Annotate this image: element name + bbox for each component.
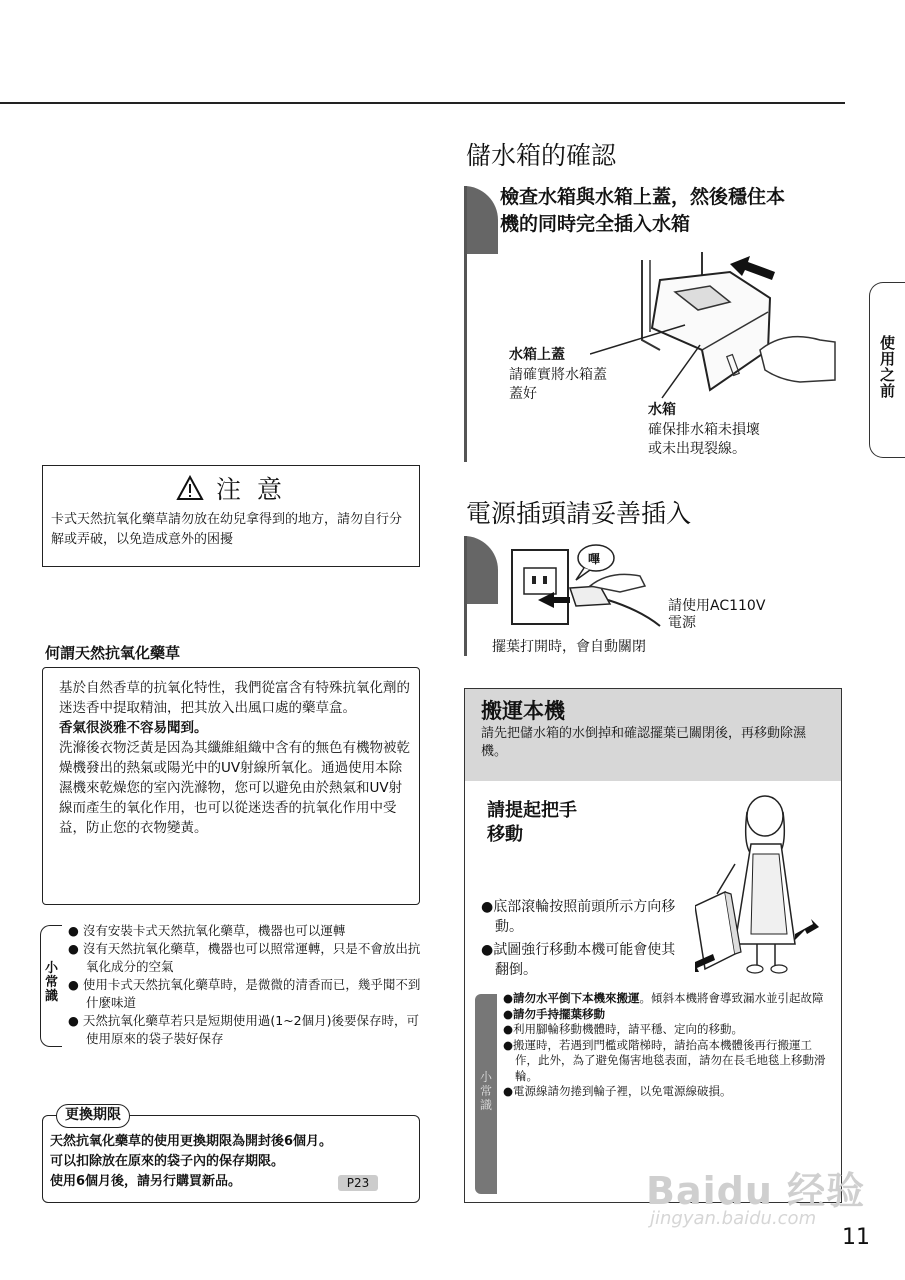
- caution-box: [42, 465, 420, 567]
- section-tab-label: 使用之前: [880, 334, 896, 400]
- list-item: ● 沒有天然抗氧化藥草，機器也可以照常運轉，只是不會放出抗氧化成分的空氣: [68, 941, 421, 974]
- lid-title: 水箱上蓋: [509, 347, 565, 363]
- list-item: ●底部滾輪按照前頭所示方向移動。: [481, 899, 676, 935]
- list-item: ● 使用卡式天然抗氧化藥草時，是微微的清香而已，幾乎聞不到什麼味道: [68, 977, 421, 1010]
- caution-title-text: 注 意: [216, 475, 286, 504]
- herb-p1: 基於自然香草的抗氧化特性，我們從富含有特殊抗氧化劑的迷迭香中提取精油，把其放入出風口處的藥草盒。: [59, 680, 410, 716]
- plug-note1: 請使用AC110V: [668, 598, 766, 614]
- herb-p3: 洗滌後衣物泛黃是因為其纖維組織中含有的無色有機物被乾燥機發出的熱氣或陽光中的UV射線所氧化。通過使用本除濕機來乾燥您的室內洗滌物，您可以避免由於熱氣和UV射線而產生的氧化作用，也可以從迷迭香的抗氧化作用中受益，防止您的衣物變黃。: [59, 740, 410, 836]
- plug-bubble-text: 嗶: [588, 552, 601, 566]
- step-marker-2: [464, 536, 498, 604]
- plug-heading: 電源插頭請妥善插入: [466, 499, 692, 528]
- tank-step-line2: 機的同時完全插入水箱: [500, 213, 691, 235]
- lift-instruction: [487, 799, 577, 847]
- tips-list: [68, 922, 423, 1048]
- replace-line3: 使用6個月後，請另行購買新品。: [50, 1174, 242, 1189]
- lift-line1: 請提起把手: [487, 800, 577, 821]
- list-item: ● 沒有安裝卡式天然抗氧化藥草，機器也可以運轉: [68, 923, 346, 938]
- note-bold: ●請勿水平倒下本機來搬運: [503, 991, 640, 1005]
- warning-icon: [176, 475, 204, 501]
- box-desc1: 確保排水箱未損壞: [648, 422, 760, 438]
- tips-bracket: [40, 925, 62, 1047]
- page-number: 11: [842, 1225, 870, 1250]
- list-item: ● 天然抗氧化藥草若只是短期使用過(1~2個月)後要保存時，可使用原來的袋子裝好保存: [68, 1013, 420, 1046]
- carry-title: 搬運本機: [481, 699, 565, 723]
- carry-tips-label: 小常識: [480, 1070, 493, 1112]
- watermark-url: jingyan.baidu.com: [650, 1208, 817, 1229]
- caution-title: [43, 470, 419, 506]
- replace-line2: 可以扣除放在原來的袋子內的保存期限。: [50, 1154, 285, 1169]
- replace-label: 更換期限: [56, 1104, 130, 1128]
- list-item: ●試圖強行移動本機可能會使其翻倒。: [481, 942, 676, 978]
- step-bar-2: [464, 536, 467, 656]
- note-bold: ●請勿手持擺葉移動: [503, 1006, 606, 1021]
- lid-desc2: 蓋好: [509, 386, 537, 402]
- person-carrying-illustration: [695, 794, 835, 979]
- watermark-logo: Baidu 经验: [646, 1169, 866, 1213]
- list-item: [503, 1022, 835, 1038]
- page-reference[interactable]: P23: [338, 1175, 378, 1191]
- plug-caption: 擺葉打開時，會自動關閉: [492, 639, 646, 655]
- carry-subtitle: 請先把儲水箱的水倒掉和確認擺葉已關閉後，再移動除濕機。: [481, 726, 807, 759]
- water-tank-illustration: [590, 250, 840, 410]
- carry-box: [464, 688, 842, 1203]
- list-item: [503, 1084, 835, 1100]
- tank-heading: 儲水箱的確認: [466, 141, 617, 170]
- carry-tips-bar: [475, 994, 497, 1194]
- note-text: 。傾斜本機將會導致漏水並引起故障: [639, 991, 824, 1005]
- list-item: [503, 1007, 835, 1023]
- herb-heading: 何謂天然抗氧化藥草: [45, 644, 181, 662]
- lift-line2: 移動: [487, 824, 523, 845]
- tank-step-title: [500, 184, 785, 238]
- herb-p2: 香氣很淡雅不容易聞到。: [59, 720, 208, 736]
- note-text: ●利用腳輪移動機體時，請平穩、定向的移動。: [503, 1022, 744, 1036]
- box-title: 水箱: [648, 402, 676, 418]
- box-desc2: 或未出現裂線。: [648, 441, 746, 457]
- herb-info-text: [59, 678, 411, 838]
- top-rule: [0, 102, 845, 104]
- tips-label: 小常識: [45, 961, 59, 1004]
- lid-desc1: 請確實將水箱蓋: [509, 367, 607, 383]
- carry-notes: [503, 991, 835, 1100]
- herb-info-box: [42, 667, 420, 905]
- step-marker: [464, 186, 498, 254]
- replace-line1: 天然抗氧化藥草的使用更換期限為開封後6個月。: [50, 1134, 333, 1149]
- list-item: [503, 991, 835, 1007]
- step-bar: [464, 186, 467, 462]
- note-text: ●電源線請勿捲到輪子裡，以免電源線破損。: [503, 1084, 732, 1098]
- section-tab[interactable]: [869, 282, 905, 458]
- list-item: [503, 1038, 835, 1085]
- carry-bullets: [481, 897, 681, 983]
- plug-note2: 電源: [668, 615, 696, 631]
- caution-text: 卡式天然抗氧化藥草請勿放在幼兒拿得到的地方，請勿自行分解或弄破，以免造成意外的困擾: [51, 512, 403, 547]
- tank-step-line1: 檢查水箱與水箱上蓋，然後穩住本: [500, 186, 786, 208]
- note-text: ●搬運時，若遇到門檻或階梯時，請抬高本機體後再行搬運工作，此外，為了避免傷害地毯表面，請勿在長毛地毯上移動滑輪。: [503, 1037, 826, 1083]
